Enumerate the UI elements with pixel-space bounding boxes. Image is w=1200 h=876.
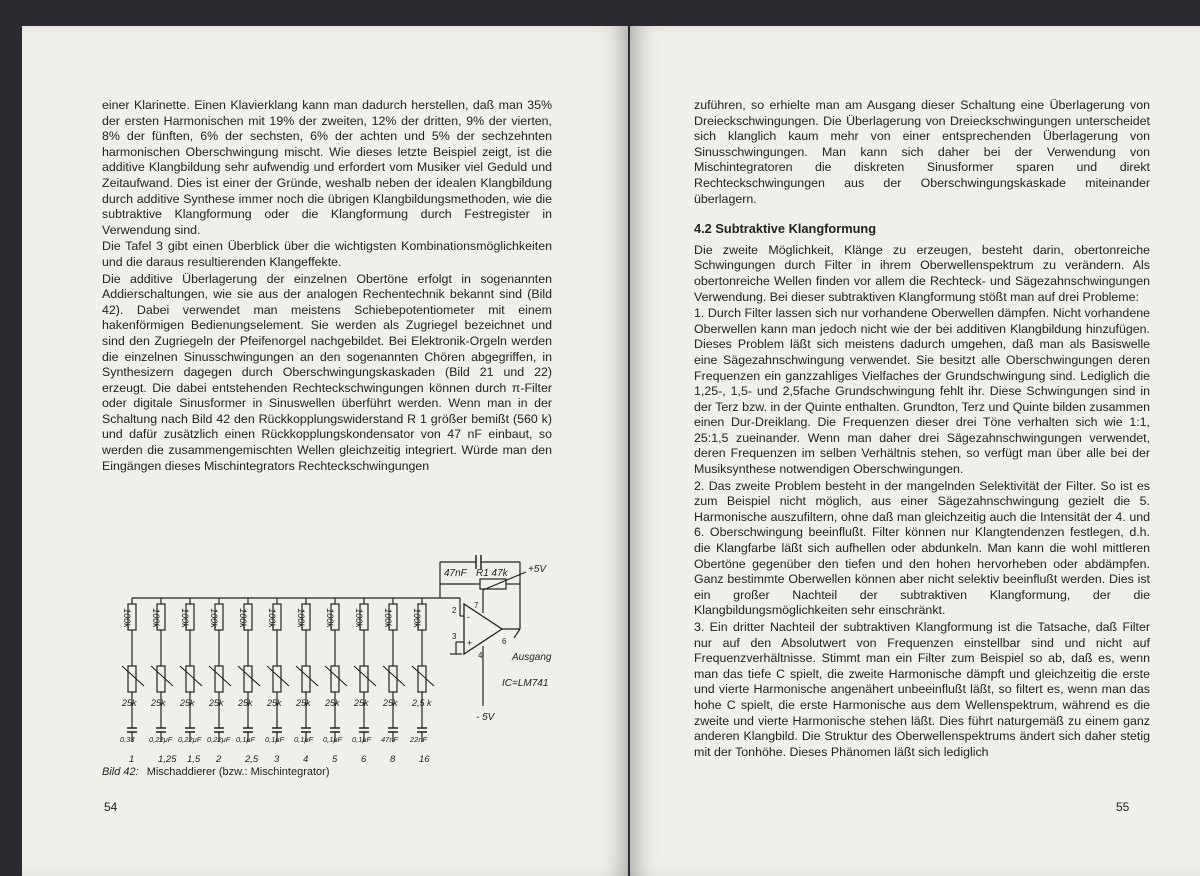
- page-number: 54: [104, 800, 118, 814]
- capacitor-label: 0,33: [120, 735, 135, 744]
- capacitor-label: 0,22μF: [178, 735, 202, 744]
- resistor-label: 100k: [325, 608, 335, 628]
- pin-7: 7: [474, 601, 479, 610]
- input-label: 2,5: [245, 754, 259, 765]
- pot-label: 25k: [180, 698, 195, 708]
- supply-positive: +5V: [528, 564, 547, 575]
- input-label: 4: [303, 754, 309, 765]
- right-page-text: [694, 98, 1150, 761]
- capacitor-label: 0,1μF: [265, 735, 285, 744]
- capacitor-label: 0,1μF: [352, 735, 372, 744]
- input-label: 1,5: [187, 754, 201, 765]
- input-label: 8: [390, 754, 396, 765]
- pot-label: 2,5 k: [412, 698, 432, 708]
- caption-label: Bild 42:: [102, 766, 139, 778]
- capacitor-label: 0,1μF: [236, 735, 256, 744]
- capacitor-label: 0,1μF: [323, 735, 343, 744]
- potentiometer: [273, 666, 281, 692]
- capacitor-label: 22nF: [410, 735, 428, 744]
- capacitor-label: 0,22μF: [149, 735, 173, 744]
- section-heading: 4.2 Subtraktive Klangformung: [694, 221, 877, 237]
- resistor-label: 100k: [238, 608, 248, 628]
- resistor-label: 100k: [412, 608, 422, 628]
- feedback-capacitor-label: 47nF: [444, 568, 467, 579]
- paragraph: Die additive Überlagerung der einzelnen Obertöne erfolgt in sogenannten Addierschaltungen, wie sie aus der analogen Rechentechnik bekannt sind (Bild 42). Dabei verwendet man meistens Schiebepotentiometer mit einem hakenförmigen Bedienungselement. Sie werden als Zugriegel bezeichnet und sind den Zugriegeln der Pfeifenorgel nachgebildet. Bei Elektronik-Orgeln werden die einzelnen Sinusschwingungen an den sogenannten Chören abgegriffen, in Synthesizern dagegen durch Oberschwingungskaskaden (Bild 21 und 22) erzeugt. Die dabei entstehenden Rechteckschwingungen können durch π-Filter oder digitale Sinusformer in Sinuswellen überführt werden. Wenn man in der Schaltung nach Bild 42 den Rückkopplungswiderstand R 1 größer bemißt (560 k) und dafür zusätzlich einen Rückkopplungskondensator von 47 nF einbaut, so werden die zusammengemischten Wellen gleichzeitig integriert. Würde man den Eingängen dieses Mischintegrators Rechteckschwingungen: [102, 271, 552, 473]
- resistor-label: 100k: [122, 608, 132, 628]
- input-label: 1: [129, 754, 135, 765]
- page-number: 55: [1116, 800, 1130, 814]
- paragraph: Die zweite Möglichkeit, Klänge zu erzeugen, besteht darin, obertonreiche Schwingungen durch Filter in ihrem Oberwellenspektrum zu verändern. Als obertonreiche Wellen finden vor allem die Rechteck- und Sägezahnschwingungen Verwendung. Bei dieser subtraktiven Klangformung stößt man auf drei Probleme:: [694, 242, 1150, 304]
- resistor-label: 100k: [354, 608, 364, 628]
- feedback-resistor-label: R1 47k: [476, 568, 508, 579]
- potentiometer: [302, 666, 310, 692]
- caption-text: Mischaddierer (bzw.: Mischintegrator): [146, 766, 330, 778]
- output-label: Ausgang: [512, 652, 552, 663]
- supply-negative: - 5V: [476, 712, 495, 723]
- plus-sign: +: [467, 638, 473, 648]
- pot-label: 25k: [238, 698, 253, 708]
- pot-label: 25k: [354, 698, 369, 708]
- potentiometer: [389, 666, 397, 692]
- potentiometer: [215, 666, 223, 692]
- feedback-resistor: [480, 579, 506, 589]
- pot-label: 25k: [325, 698, 340, 708]
- resistor-label: 100k: [267, 608, 277, 628]
- pot-label: 25k: [383, 698, 398, 708]
- capacitor-label: 47nF: [381, 735, 399, 744]
- pin-2: 2: [452, 606, 457, 615]
- resistor-label: 100k: [383, 608, 393, 628]
- pot-label: 25k: [151, 698, 166, 708]
- pin-4: 4: [478, 651, 483, 660]
- potentiometer: [418, 666, 426, 692]
- mixer-channels: [120, 598, 434, 765]
- pot-label: 25k: [209, 698, 224, 708]
- resistor-label: 100k: [209, 608, 219, 628]
- potentiometer: [360, 666, 368, 692]
- ic-label: IC=LM741: [502, 678, 549, 689]
- potentiometer: [331, 666, 339, 692]
- circuit-diagram: [88, 546, 568, 766]
- left-page-text: [102, 98, 552, 475]
- paragraph: 2. Das zweite Problem besteht in der mangelnden Selektivität der Filter. So ist es zum Beispiel nicht möglich, aus einer Sägezahnschwingung gezielt die 5. Harmonische auszufiltern, ohne daß man gleichzeitig auch die Intensität der 4. und 6. Oberschwingung beeinflußt. Filter können nur Klangtendenzen festlegen, d.h. die Klangfarbe läßt sich aufhellen oder abdunkeln. Man kann die wohl mittleren Obertöne gegenüber den tiefen und den hohen hervorheben oder abdämpfen. Ganz bestimmte Oberwellen können aber nicht selektiv beeinflußt werden. Dies ist ein großer Nachteil der subtraktiven Klangformung, der die Klangbildungsmöglichkeiten sehr einschränkt.: [694, 478, 1150, 618]
- pin-3: 3: [452, 632, 457, 641]
- paragraph: 1. Durch Filter lassen sich nur vorhandene Oberwellen dämpfen. Nicht vorhandene Oberwellen kann man jedoch nicht wie der bei additiven Klangbildung hinzufügen. Dieses Problem läßt sich meistens dadurch umgehen, daß man als Basiswelle eine Sägezahnschwingung verwendet. Sie besitzt alle Oberschwingungen deren Frequenzen ein ganzzahliges Vielfaches der Grundschwingung sind. Lediglich die 1,25-, 1,5- und 2,5fache Grundschwingung fehlt ihr. Diese Schwingungen sind in der Terz bzw. in der Quinte enthalten. Grundton, Terz und Quinte bilden zusammen einen Dur-Dreiklang. Die Frequenzen dieser drei Töne verhalten sich wie 1:1, 25:1,5 zueinander. Wenn man daher drei Sägezahnschwingungen verwendet, deren Frequenzen im selben Verhältnis stehen, so verfügt man über alle bei der Musiksynthese notwendigen Oberschwingungen.: [694, 306, 1150, 477]
- resistor-label: 100k: [180, 608, 190, 628]
- pot-label: 25k: [267, 698, 282, 708]
- potentiometer: [157, 666, 165, 692]
- paragraph: Die Tafel 3 gibt einen Überblick über die wichtigsten Kombinationsmöglichkeiten und die daraus resultierenden Klangeffekte.: [102, 239, 552, 269]
- paragraph: einer Klarinette. Einen Klavierklang kann man dadurch herstellen, daß man 35% der ersten Harmonischen mit 19% der zweiten, 12% der dritten, 9% der vierten, 8% der fünften, 6% der sechsten, 6% der achten und 5% der sechzehnten harmonischen Oberschwingung mischt. Wie dieses letzte Beispiel zeigt, ist die additive Klangbildung sehr aufwendig und erfordert vom Musiker viel Geduld und Zeitaufwand. Dies ist einer der Gründe, weshalb neben der idealen Klangbildung durch additive Synthese immer noch die übrigen Klangbildungsmethoden, wie die subtraktive Klangformung oder die Klangformung durch Festregister in Verwendung sind.: [102, 98, 552, 237]
- left-page: [22, 26, 628, 876]
- input-label: 16: [419, 754, 430, 765]
- input-label: 2: [216, 754, 222, 765]
- paragraph: zuführen, so erhielte man am Ausgang dieser Schaltung eine Überlagerung von Dreieckschwingungen. Die Überlagerung von Dreieckschwingungen unterscheidet sich klanglich kaum mehr von einer entsprechenden Überlagerung von Sinusschwingungen. Man kann sich daher bei der Verwendung von Mischintegratoren die diskreten Sinusformer sparen und direkt Rechteckschwingungen aus der Oberschwingungskaskade miteinander überlagern.: [694, 98, 1150, 206]
- pot-label: 25k: [122, 698, 137, 708]
- resistor-label: 100k: [296, 608, 306, 628]
- right-page: [630, 26, 1200, 876]
- potentiometer: [186, 666, 194, 692]
- capacitor-label: 0,22μF: [207, 735, 231, 744]
- pot-label: 25k: [296, 698, 311, 708]
- input-label: 6: [361, 754, 367, 765]
- capacitor-label: 0,1μF: [294, 735, 314, 744]
- pin-6: 6: [502, 637, 507, 646]
- input-label: 3: [274, 754, 280, 765]
- potentiometer: [128, 666, 136, 692]
- paragraph: 3. Ein dritter Nachteil der subtraktiven Klangformung ist die Tatsache, daß Filter nur auf den Absolutwert von Frequenzen einstellbar sind und nicht auf Frequenzverhältnisse. Stimmt man ein Filter zum Beispiel so ab, daß es, wenn man das tiefe C spielt, die zweite Harmonische dämpft und gleichzeitig die erste und vierte Harmonische angenähert unbeeinflußt läßt, so filtert es, wenn man das hohe C spielt, die erste Harmonische aus dem Wellenspektrum, während es die zweite und vierte Harmonische stehen läßt. Dies führt naturgemäß zu einem ganz anderen Klangbild. Die Struktur des Oberwellenspektrums ändert sich daher stetig mit der Tonhöhe. Dieses Phänomen läßt sich lediglich: [694, 620, 1150, 759]
- minus-sign: -: [467, 612, 470, 622]
- figure-caption: [102, 766, 330, 778]
- potentiometer: [244, 666, 252, 692]
- input-label: 5: [332, 754, 338, 765]
- input-label: 1,25: [158, 754, 177, 765]
- resistor-label: 100k: [151, 608, 161, 628]
